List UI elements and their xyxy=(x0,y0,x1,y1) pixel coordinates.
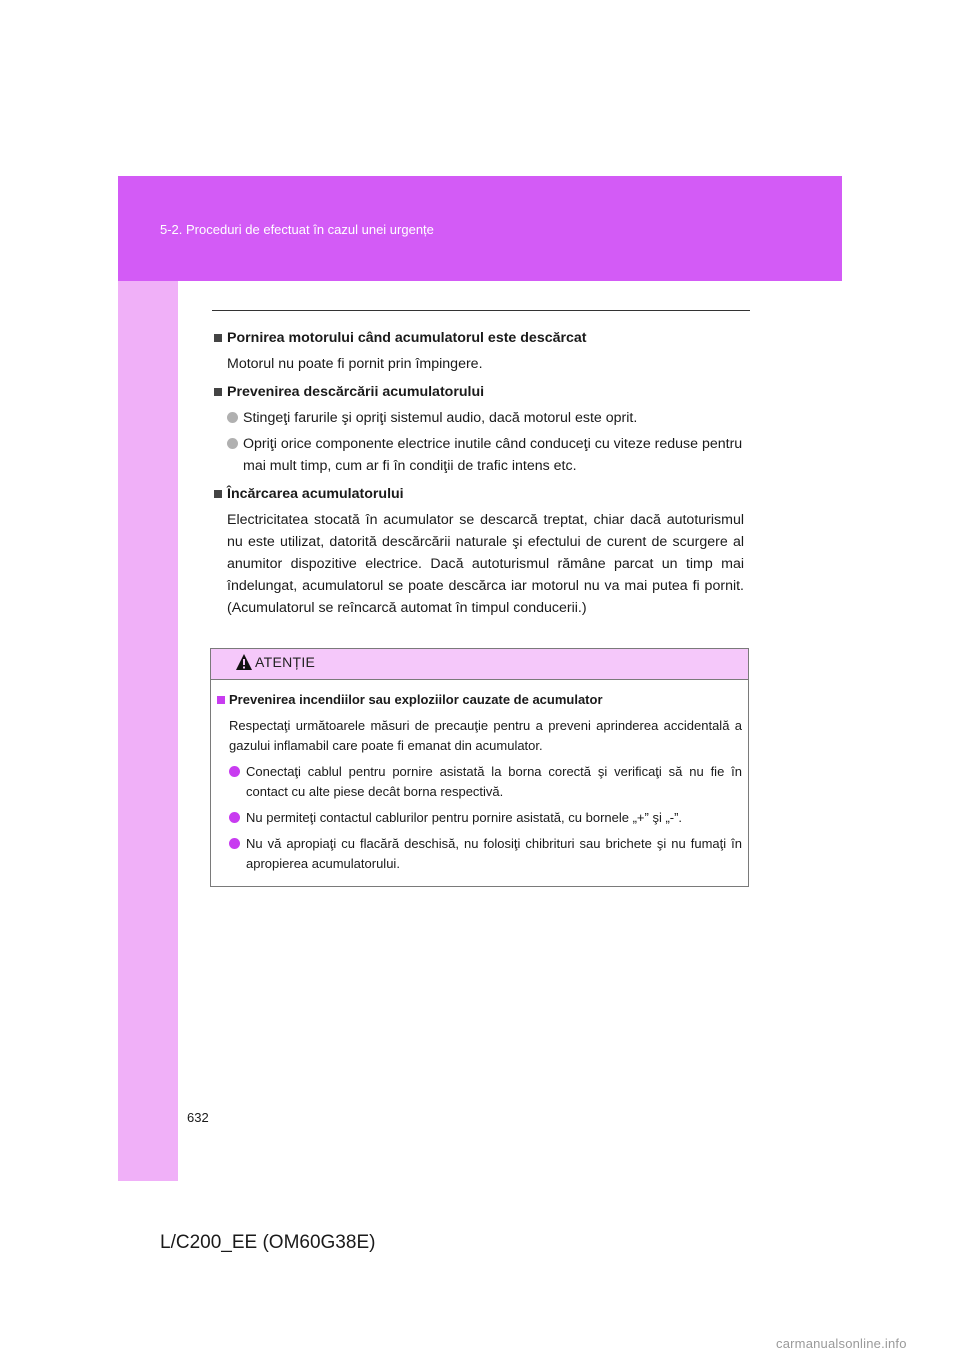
square-bullet-icon xyxy=(217,696,225,704)
warning-heading xyxy=(217,690,742,710)
circle-bullet-icon xyxy=(229,766,240,777)
square-bullet-icon xyxy=(214,388,222,396)
top-rule xyxy=(212,310,750,311)
paragraph: Electricitatea stocată în acumulator se descarcă treptat, chiar dacă autoturismul nu este utilizat, datorită descărcării naturale şi efectului de curent de scurgere al anumitor dispozitive electrice. Dacă autoturismul rămâne parcat un timp mai îndelungat, acumulatorul se poate descărca iar motorul nu va mai putea fi pornit. (Acumulatorul se reîncarcă automat în timpul conducerii.) xyxy=(227,512,744,616)
main-content xyxy=(214,327,744,625)
paragraph: Motorul nu poate fi pornit prin împingere. xyxy=(227,356,483,372)
page-number: 632 xyxy=(187,1110,209,1125)
list-item-text: Stingeţi farurile şi opriţi sistemul audio, dacă motorul este oprit. xyxy=(243,410,638,426)
circle-bullet-icon xyxy=(229,812,240,823)
heading-text: Prevenirea descărcării acumulatorului xyxy=(227,384,485,400)
list-item-text: Conectaţi cablul pentru pornire asistată la borna corectă şi verificaţi să nu fie în contact cu alte piese decât borna respectivă. xyxy=(246,764,742,799)
square-bullet-icon xyxy=(214,490,222,498)
section-prevent-discharge xyxy=(214,381,744,477)
circle-bullet-icon xyxy=(227,438,238,449)
square-bullet-icon xyxy=(214,334,222,342)
section-heading xyxy=(214,327,744,349)
heading-text: Încărcarea acumulatorului xyxy=(227,486,404,502)
list-item-text: Nu vă apropiaţi cu flacără deschisă, nu folosiţi chibrituri sau brichete şi nu fumaţi în apropierea acumulatorului. xyxy=(246,836,742,871)
list-item xyxy=(217,762,742,802)
warning-title: ATENȚIE xyxy=(255,654,316,670)
model-code: L/C200_EE (OM60G38E) xyxy=(160,1232,376,1253)
section-charging xyxy=(214,483,744,619)
list-item xyxy=(217,808,742,828)
circle-bullet-icon xyxy=(227,412,238,423)
list-item xyxy=(217,834,742,874)
warning-box xyxy=(210,648,749,887)
watermark: carmanualsonline.info xyxy=(776,1336,907,1351)
section-jump-start xyxy=(214,327,744,375)
warning-header xyxy=(211,649,748,680)
section-title: 5-2. Proceduri de efectuat în cazul unei urgențe xyxy=(160,222,434,237)
section-heading xyxy=(214,381,744,403)
heading-text: Prevenirea incendiilor sau exploziilor cauzate de acumulator xyxy=(229,692,603,707)
list-item-text: Nu permiteţi contactul cablurilor pentru pornire asistată, cu bornele „+” şi „-”. xyxy=(246,810,683,825)
heading-text: Pornirea motorului când acumulatorul este descărcat xyxy=(227,330,587,346)
circle-bullet-icon xyxy=(229,838,240,849)
list-item xyxy=(214,433,744,477)
side-strip xyxy=(118,281,178,1181)
list-item-text: Opriţi orice componente electrice inutile când conduceţi cu viteze reduse pentru mai mult timp, cum ar fi în condiţii de trafic intens etc. xyxy=(243,436,743,474)
list-item xyxy=(214,407,744,429)
warning-triangle-icon xyxy=(235,653,253,671)
section-heading xyxy=(214,483,744,505)
warning-body xyxy=(211,680,748,874)
warning-paragraph: Respectaţi următoarele măsuri de precauţie pentru a preveni aprinderea accidentală a gazului inflamabil care poate fi emanat din acumulator. xyxy=(229,718,742,753)
